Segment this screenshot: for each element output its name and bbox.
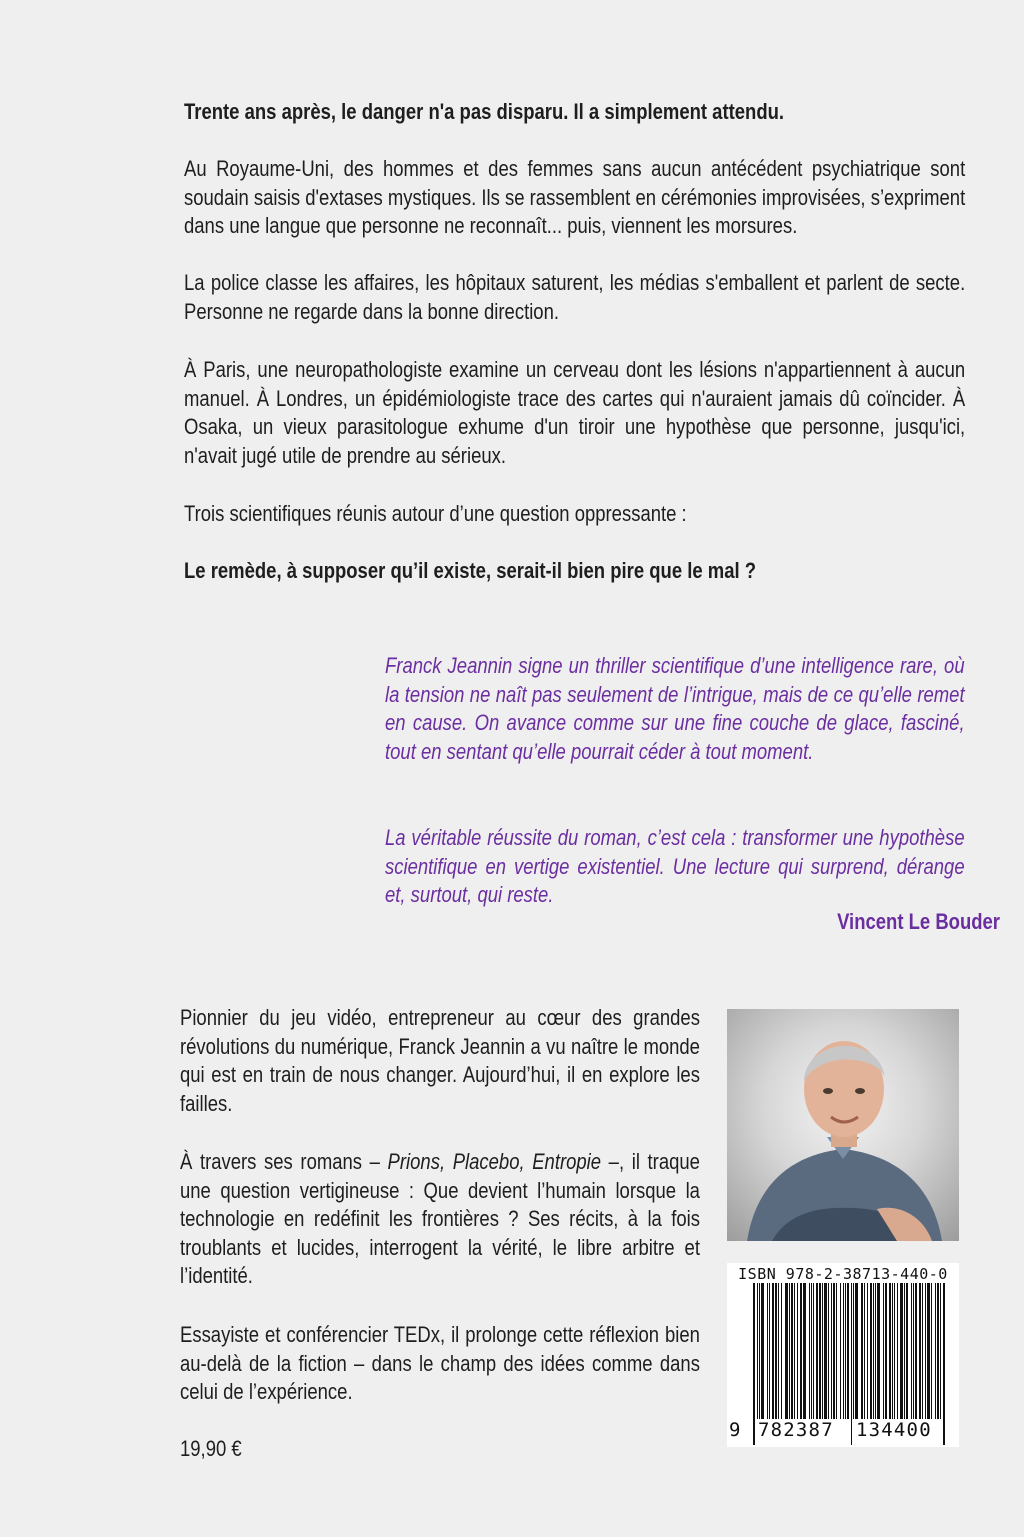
barcode-bar xyxy=(900,1283,903,1419)
barcode-bar xyxy=(931,1283,932,1419)
barcode-bar xyxy=(819,1283,821,1419)
book-titles: Prions, Placebo, Entropie xyxy=(387,1149,602,1174)
barcode-bar xyxy=(794,1283,795,1419)
barcode-bar xyxy=(935,1283,936,1419)
barcode-bar xyxy=(885,1283,887,1419)
barcode-bar xyxy=(904,1283,905,1419)
barcode-bar xyxy=(892,1283,893,1419)
review-author: Vincent Le Bouder xyxy=(837,909,1000,934)
barcode-bar xyxy=(919,1283,921,1419)
barcode-bar xyxy=(943,1283,945,1445)
author-bio-paragraph-3: Essayiste et conférencier TEDx, il prolonge cette réflexion bien au-delà de la fiction – dans le champ des idées comme dans celui de l’expérience. xyxy=(180,1322,700,1404)
author-bio-paragraph-1: Pionnier du jeu vidéo, entrepreneur au cœur des grandes révolutions du numérique, Franck Jeannin a vu naître le monde qui est en train de nous changer. Aujourd’hui, il en explore les failles. xyxy=(180,1005,700,1116)
barcode-bar xyxy=(915,1283,917,1419)
barcode-bar xyxy=(911,1283,912,1419)
blurb-paragraph-1: Au Royaume-Uni, des hommes et des femmes sans aucun antécédent psychiatrique sont soudain saisis d'extases mystiques. Ils se rassemblent en cérémonies improvisées, s’expriment dans une langue que personne ne reconnaît... puis, viennent les morsures. xyxy=(184,156,966,238)
barcode-bar xyxy=(940,1283,941,1419)
barcode-bar xyxy=(836,1283,837,1419)
barcode-bar xyxy=(800,1283,802,1419)
review-quote-2: La véritable réussite du roman, c’est cela : transformer une hypothèse scientifique en vertige existentiel. Une lecture qui surprend, dérange et, surtout, qui reste. xyxy=(385,825,965,907)
barcode-bar xyxy=(781,1283,782,1419)
barcode-bar xyxy=(913,1283,914,1419)
barcode-bar xyxy=(778,1283,779,1419)
barcode-bar xyxy=(809,1283,810,1419)
barcode-bar xyxy=(824,1283,827,1419)
barcode-bar xyxy=(759,1283,760,1419)
barcode-bar xyxy=(761,1283,764,1419)
barcode-bar xyxy=(873,1283,874,1419)
barcode-bar xyxy=(877,1283,880,1419)
headline: Trente ans après, le danger n'a pas disparu. Il a simplement attendu. xyxy=(184,99,785,124)
barcode-bar xyxy=(822,1283,823,1419)
ean-left-digits: 782387 xyxy=(758,1419,834,1441)
barcode-bar xyxy=(845,1283,846,1419)
ean-right-digits: 134400 xyxy=(856,1419,932,1441)
barcode-bar xyxy=(753,1283,755,1445)
barcode-bar xyxy=(906,1283,908,1419)
barcode-bar xyxy=(883,1283,884,1419)
isbn-barcode xyxy=(727,1263,959,1447)
barcode-bar xyxy=(867,1283,868,1419)
barcode-bar xyxy=(833,1283,835,1419)
barcode-bar xyxy=(847,1283,849,1419)
barcode-bar xyxy=(927,1283,930,1419)
barcode-bar xyxy=(853,1283,854,1419)
barcode-bar xyxy=(769,1283,770,1419)
isbn-label: ISBN 978-2-38713-440-0 xyxy=(738,1265,948,1283)
barcode-bar xyxy=(875,1283,876,1419)
barcode-bar xyxy=(785,1283,788,1419)
barcode-bar xyxy=(803,1283,806,1419)
barcode-bar xyxy=(767,1283,768,1419)
barcode-bar xyxy=(757,1283,758,1419)
barcode-bar xyxy=(791,1283,793,1419)
barcode-bar xyxy=(797,1283,798,1419)
barcode-bar xyxy=(925,1283,926,1419)
barcode-bar xyxy=(789,1283,790,1419)
barcode-bar xyxy=(828,1283,829,1419)
blurb-paragraph-3: À Paris, une neuropathologiste examine un cerveau dont les lésions n'appartiennent à aucun manuel. À Londres, un épidémiologiste trace des cartes qui n'auraient jamais dû coïncider. À Osaka, un vieux parasitologue exhume d'un tiroir une hypothèse que personne, jusqu'ici, n'avait jugé utile de prendre au sérieux. xyxy=(184,357,966,468)
ean-first-digit: 9 xyxy=(729,1419,741,1441)
barcode-bar xyxy=(897,1283,898,1419)
author-portrait-illustration xyxy=(727,1009,959,1241)
barcode-bar xyxy=(816,1283,818,1419)
barcode-bar xyxy=(843,1283,844,1419)
bio-text-before: À travers ses romans – xyxy=(180,1149,388,1174)
barcode-bar xyxy=(840,1283,841,1419)
barcode-bar xyxy=(772,1283,774,1419)
barcode-bar xyxy=(922,1283,923,1419)
barcode-bar xyxy=(855,1283,858,1419)
barcode-bar xyxy=(864,1283,865,1419)
key-question: Le remède, à supposer qu’il existe, serait-il bien pire que le mal ? xyxy=(184,558,757,583)
barcode-bar xyxy=(851,1283,852,1445)
blurb-paragraph-2: La police classe les affaires, les hôpitaux saturent, les médias s'emballent et parlent de secte. Personne ne regarde dans la bonne direction. xyxy=(184,270,966,324)
review-quote-1: Franck Jeannin signe un thriller scientifique d’une intelligence rare, où la tension ne naît pas seulement de l’intrigue, mais de ce qu’elle remet en cause. On avance comme sur une fine couche de glace, fasciné, tout en sentant qu’elle pourrait céder à tout moment. xyxy=(385,653,965,764)
barcode-bar xyxy=(870,1283,872,1419)
barcode-bar xyxy=(813,1283,814,1419)
barcode-bar xyxy=(831,1283,832,1419)
barcode-bar xyxy=(775,1283,777,1419)
bio-text-after: –, il traque une question vertigineuse : Que devient l’humain lorsque la technologie en redéfinit les frontières ? Ses récits, à la fois troublants et lucides, interrogent la vérité, le libre arbitre et l’identité. xyxy=(180,1149,700,1288)
price: 19,90 € xyxy=(180,1436,242,1461)
barcode-bar xyxy=(811,1283,812,1419)
barcode-bar xyxy=(937,1283,939,1419)
barcode-bar xyxy=(889,1283,891,1419)
barcode-bar xyxy=(861,1283,863,1419)
barcode-bar xyxy=(894,1283,895,1419)
blurb-paragraph-4: Trois scientifiques réunis autour d’une question oppressante : xyxy=(184,501,687,526)
author-bio-paragraph-2 xyxy=(180,1148,700,1291)
author-photo xyxy=(727,1009,959,1241)
